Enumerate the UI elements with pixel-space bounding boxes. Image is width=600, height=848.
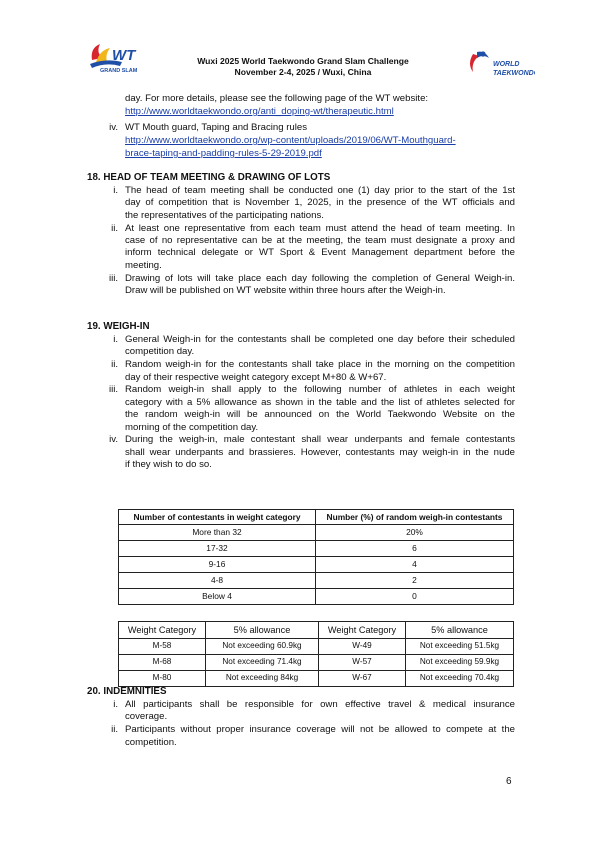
table-cell: 6: [316, 541, 514, 557]
item-text-line: competition day.: [125, 346, 195, 358]
header-title-line2: November 2-4, 2025 / Wuxi, China: [234, 67, 372, 77]
mouthguard-link-part1[interactable]: http://www.worldtaekwondo.org/wp-content/uploads/2019/06/WT-Mouthguard-: [125, 135, 456, 146]
item-num: i.: [113, 185, 118, 196]
table-cell: Not exceeding 70.4kg: [406, 671, 514, 687]
item-text-line: Participants without proper insurance coverage will not be allowed to compete at the: [125, 724, 515, 736]
section-19-heading: 19. WEIGH-IN: [87, 321, 150, 332]
table-cell: Not exceeding 51.5kg: [406, 639, 514, 655]
mouthguard-link-part2[interactable]: brace-taping-and-padding-rules-5-29-2019.pdf: [125, 148, 322, 159]
item-text-line: During the weigh-in, male contestant shall wear underpants and female contestants: [125, 434, 515, 446]
item-text-line: Drawing of lots will take place each day following the completion of General Weigh-in.: [125, 272, 515, 284]
item-text-line: coverage.: [125, 711, 168, 723]
mouthguard-rules-text: WT Mouth guard, Taping and Bracing rules: [125, 122, 308, 133]
item-num: i.: [113, 334, 118, 345]
table-row: [119, 639, 514, 655]
item-text-line: competition.: [125, 736, 177, 748]
item-num: iii.: [108, 272, 118, 284]
world-taekwondo-logo: [463, 46, 535, 88]
table-cell: W-49: [319, 639, 406, 655]
table-cell: 2: [316, 573, 514, 589]
table-cell: M-68: [119, 655, 206, 671]
item-text-line: Draw will be published on WT website within three hours after the Weigh-in.: [125, 285, 446, 296]
table-cell: M-58: [119, 639, 206, 655]
section-18-heading: 18. HEAD OF TEAM MEETING & DRAWING OF LOTS: [87, 172, 331, 183]
item-text-line: category with a 5% allowance as shown in the table and the list of athletes selected for: [125, 396, 515, 408]
item-text-line: morning of the competition day.: [125, 421, 259, 433]
table2-header: Weight Category: [319, 622, 406, 639]
item-text-line: The head of team meeting shall be conducted one (1) day prior to the start of the 1st: [125, 185, 515, 196]
therapeutic-link[interactable]: http://www.worldtaekwondo.org/anti_doping-wt/therapeutic.html: [125, 106, 394, 117]
table-cell: Not exceeding 60.9kg: [206, 639, 319, 655]
item-num: iv.: [109, 434, 118, 446]
item-text-line: meeting.: [125, 259, 162, 271]
table2-header: Weight Category: [119, 622, 206, 639]
table-row: [119, 655, 514, 671]
table-cell: Not exceeding 84kg: [206, 671, 319, 687]
table-cell: Not exceeding 71.4kg: [206, 655, 319, 671]
table-cell: 20%: [316, 525, 514, 541]
table-cell: M-80: [119, 671, 206, 687]
table-row: [119, 573, 514, 589]
svg-text:GRAND SLAM: GRAND SLAM: [100, 68, 138, 74]
table-cell: Not exceeding 59.9kg: [406, 655, 514, 671]
item-num: iii.: [108, 384, 118, 396]
table-cell: 4: [316, 557, 514, 573]
item-text-line: Random weigh-in shall apply to the following number of athletes in each weight: [125, 384, 515, 396]
item-text-line: All participants shall be responsible for own effective travel & medical insurance: [125, 699, 515, 710]
table-cell: 4-8: [119, 573, 316, 589]
svg-text:TAEKWONDO: TAEKWONDO: [493, 70, 535, 77]
table-cell: More than 32: [119, 525, 316, 541]
item-text-line: the random weigh-in will be announced on the World Taekwondo Website on the: [125, 409, 515, 421]
table-row: [119, 541, 514, 557]
item-text-line: General Weigh-in for the contestants shall be completed one day before their scheduled: [125, 334, 515, 345]
table-row: [119, 525, 514, 541]
item-text-line: Random weigh-in for the contestants shall take place in the morning on the competition: [125, 359, 515, 371]
item-num: ii.: [111, 724, 118, 736]
item-text-line: the representatives of the participating nations.: [125, 209, 324, 221]
header-title: [170, 56, 436, 78]
item-text-line: shall wear underpants and brassieres. However, contestants may weigh-in in the nude: [125, 446, 515, 458]
table2-header: 5% allowance: [406, 622, 514, 639]
item-num: ii.: [111, 359, 118, 371]
item-text-line: day of their respective weight category except M+80 & W+67.: [125, 371, 387, 383]
item-num: i.: [113, 699, 118, 710]
table-cell: 17-32: [119, 541, 316, 557]
allowance-table: [118, 621, 514, 687]
table-cell: 9-16: [119, 557, 316, 573]
random-weigh-in-table: [118, 509, 514, 605]
item-num: ii.: [111, 222, 118, 234]
item-text-line: day of competition that is November 1, 2025, in the presence of the WT officials and: [125, 197, 515, 209]
header-title-line1: Wuxi 2025 World Taekwondo Grand Slam Challenge: [197, 56, 409, 66]
table-cell: 0: [316, 589, 514, 605]
table-cell: W-57: [319, 655, 406, 671]
table-row: [119, 671, 514, 687]
continuation-text: day. For more details, please see the following page of the WT website:: [125, 93, 429, 104]
table-row: [119, 589, 514, 605]
item-text-line: inform technical delegate or WT Sport & Event Management department before the: [125, 247, 515, 259]
wt-grand-slam-logo: [86, 40, 160, 76]
section-20-heading: 20. INDEMNITIES: [87, 686, 167, 697]
item-text-line: if they wish to do so.: [125, 459, 212, 471]
table-cell: Below 4: [119, 589, 316, 605]
table1-header: Number of contestants in weight category: [119, 510, 316, 525]
table-row: [119, 557, 514, 573]
svg-text:WT: WT: [112, 47, 136, 64]
table2-header: 5% allowance: [206, 622, 319, 639]
item-text-line: case of no representative can be at the meeting, the team must designate a proxy and: [125, 235, 515, 246]
table1-header: Number (%) of random weigh-in contestants: [316, 510, 514, 525]
table-cell: W-67: [319, 671, 406, 687]
svg-text:WORLD: WORLD: [493, 61, 520, 68]
page-number: 6: [506, 776, 512, 787]
item-num: iv.: [109, 122, 118, 133]
item-text-line: At least one representative from each team must attend the head of team meeting. In: [125, 222, 515, 234]
